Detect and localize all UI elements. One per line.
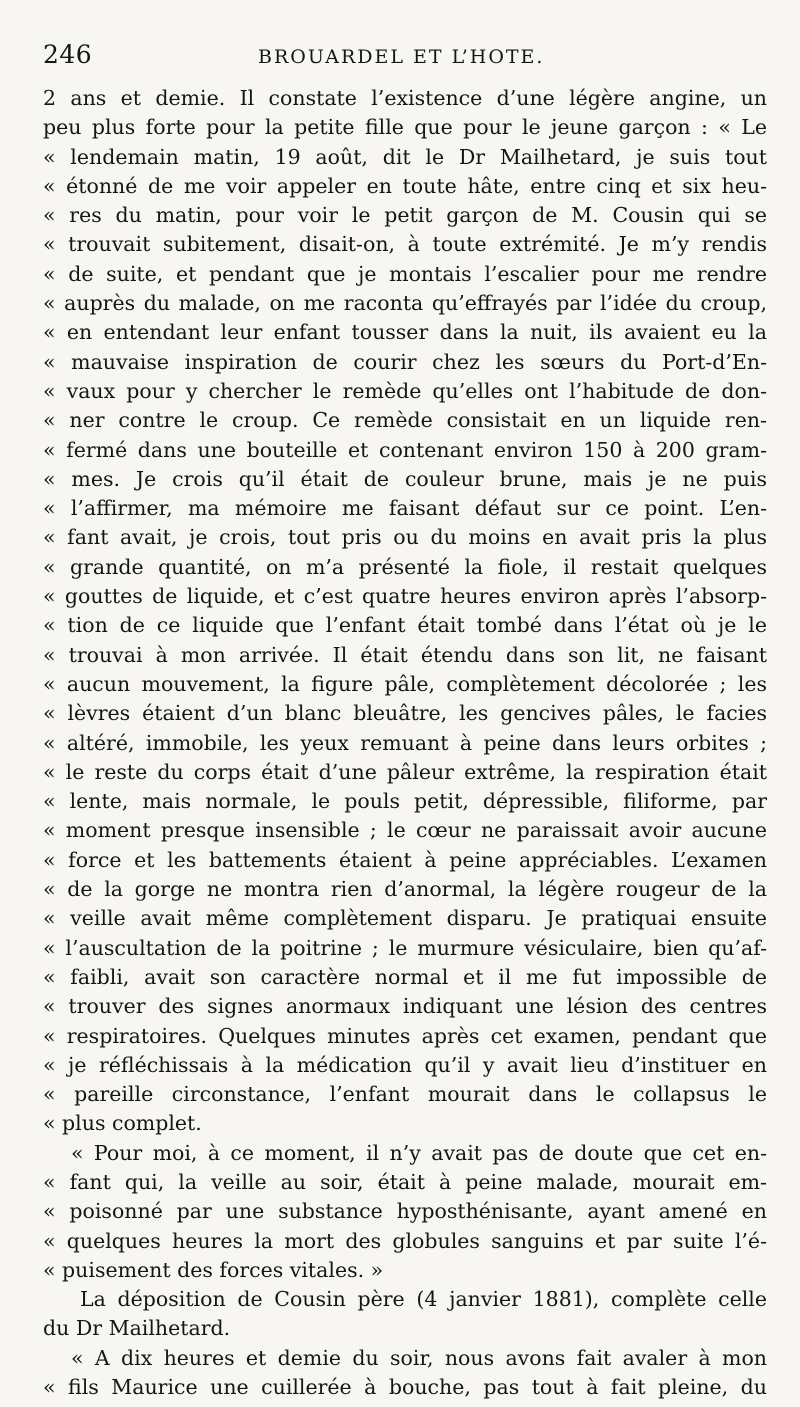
text-line: « lente, mais normale, le pouls petit, dépressible, filiforme, par <box>43 789 767 814</box>
text-line: « quelques heures la mort des globules sanguins et par suite l’é- <box>43 1228 767 1253</box>
text-line: « trouvait subitement, disait-on, à toute extrémité. Je m’y rendis <box>43 232 767 257</box>
text-line: « res du matin, pour voir le petit garçon de M. Cousin qui se <box>43 203 767 228</box>
text-line: « force et les battements étaient à peine appréciables. L’examen <box>43 847 767 872</box>
text-line: La déposition de Cousin père (4 janvier 1881), complète celle <box>80 1287 767 1312</box>
text-line: « altéré, immobile, les yeux remuant à peine dans leurs orbites ; <box>43 730 767 755</box>
page-header <box>43 40 603 76</box>
running-title: BROUARDEL ET L’HOTE. <box>258 46 545 68</box>
text-line: « de suite, et pendant que je montais l’escalier pour me rendre <box>43 261 767 286</box>
text-line: « fermé dans une bouteille et contenant environ 150 à 200 gram- <box>43 437 767 462</box>
text-line: « mauvaise inspiration de courir chez les sœurs du Port-d’En- <box>43 349 767 374</box>
text-line: « trouvai à mon arrivée. Il était étendu dans son lit, ne faisant <box>43 642 767 667</box>
text-line: « trouver des signes anormaux indiquant une lésion des centres <box>43 994 767 1019</box>
text-line: « en entendant leur enfant tousser dans la nuit, ils avaient eu la <box>43 320 767 345</box>
text-line: « tion de ce liquide que l’enfant était tombé dans l’état où je le <box>43 613 767 638</box>
text-line: « grande quantité, on m’a présenté la fiole, il restait quelques <box>43 554 767 579</box>
text-line: « fant avait, je crois, tout pris ou du moins en avait pris la plus <box>43 525 767 550</box>
text-line: « puisement des forces vitales. » <box>43 1257 384 1282</box>
text-line: « Pour moi, à ce moment, il n’y avait pas de doute que cet en- <box>71 1140 767 1165</box>
text-line: « auprès du malade, on me raconta qu’effrayés par l’idée du croup, <box>43 291 767 316</box>
text-line: peu plus forte pour la petite fille que pour le jeune garçon : « Le <box>43 115 767 140</box>
text-line: « aucun mouvement, la figure pâle, complètement décolorée ; les <box>43 671 767 696</box>
text-line: « l’auscultation de la poitrine ; le murmure vésiculaire, bien qu’af- <box>43 935 767 960</box>
text-line: « fant qui, la veille au soir, était à peine malade, mourait em- <box>43 1169 767 1194</box>
text-line: « faibli, avait son caractère normal et il me fut impossible de <box>43 964 767 989</box>
text-line: « mes. Je crois qu’il était de couleur brune, mais je ne puis <box>43 466 767 491</box>
body-text <box>43 84 767 1402</box>
text-line: « moment presque insensible ; le cœur ne paraissait avoir aucune <box>43 818 767 843</box>
page-number: 246 <box>43 40 93 69</box>
text-line: 2 ans et demie. Il constate l’existence d’une légère angine, un <box>43 86 767 110</box>
text-line: du Dr Mailhetard. <box>43 1316 231 1341</box>
text-line: « vaux pour y chercher le remède qu’elles ont l’habitude de don- <box>43 378 767 403</box>
text-line: « le reste du corps était d’une pâleur extrême, la respiration était <box>43 759 767 784</box>
text-line: « de la gorge ne montra rien d’anormal, la légère rougeur de la <box>43 877 767 902</box>
text-line: « poisonné par une substance hyposthénisante, ayant amené en <box>43 1199 767 1224</box>
text-line: « plus complet. <box>43 1111 202 1136</box>
text-line: « ner contre le croup. Ce remède consistait en un liquide ren- <box>43 408 767 433</box>
text-line: « pareille circonstance, l’enfant mourait dans le collapsus le <box>43 1082 767 1107</box>
text-line: « respiratoires. Quelques minutes après cet examen, pendant que <box>43 1023 767 1048</box>
text-line: « fils Maurice une cuillerée à bouche, pas tout à fait pleine, du <box>43 1375 767 1400</box>
text-line: « gouttes de liquide, et c’est quatre heures environ après l’absorp- <box>43 584 767 609</box>
text-line: « lèvres étaient d’un blanc bleuâtre, les gencives pâles, le facies <box>43 701 767 726</box>
text-line: « lendemain matin, 19 août, dit le Dr Mailhetard, je suis tout <box>43 144 767 169</box>
text-line: « l’affirmer, ma mémoire me faisant défaut sur ce point. L’en- <box>43 496 767 521</box>
text-line: « A dix heures et demie du soir, nous avons fait avaler à mon <box>71 1345 767 1370</box>
text-line: « étonné de me voir appeler en toute hâte, entre cinq et six heu- <box>43 173 767 198</box>
text-line: « je réfléchissais à la médication qu’il y avait lieu d’instituer en <box>43 1052 767 1077</box>
text-line: « veille avait même complètement disparu. Je pratiquai ensuite <box>43 906 767 931</box>
